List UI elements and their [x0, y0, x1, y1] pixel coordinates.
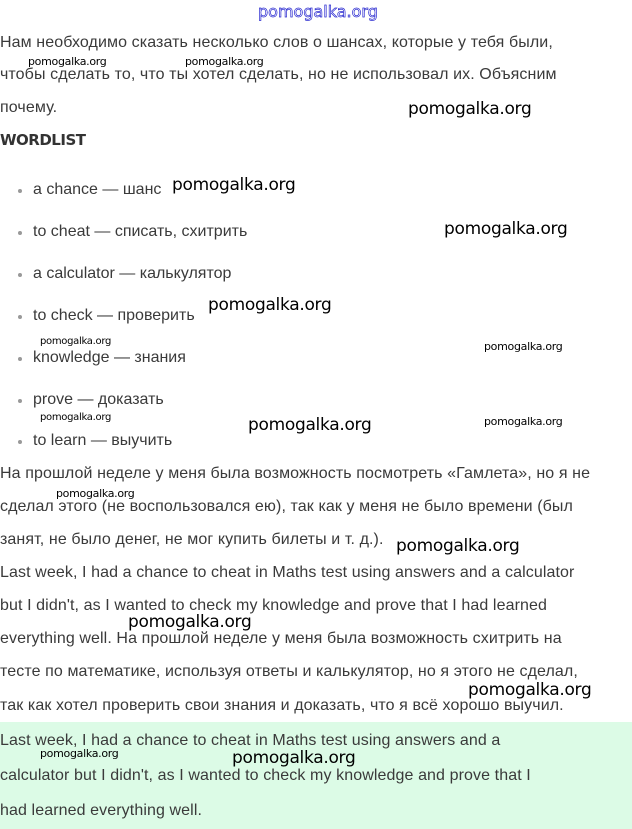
- paragraph-line: занят, не было денег, не мог купить билеты и т. д.).: [0, 531, 384, 548]
- intro-line: Нам необходимо сказать несколько слов о шансах, которые у тебя были,: [0, 34, 553, 51]
- list-item: a calculator — калькулятор: [18, 264, 231, 284]
- watermark: pomogalka.org: [208, 295, 332, 315]
- intro-line: чтобы сделать то, что ты хотел сделать, но не использовал их. Объясним: [0, 66, 557, 83]
- paragraph-line: тесте по математике, используя ответы и калькулятор, но я этого не сделал,: [0, 663, 578, 680]
- paragraph-line: сделал этого (не воспользовался ею), так как у меня не было времени (был: [0, 498, 573, 515]
- watermark: pomogalka.org: [484, 415, 563, 428]
- watermark: pomogalka.org: [128, 612, 252, 632]
- watermark: pomogalka.org: [248, 415, 372, 435]
- highlight-line: had learned everything well.: [0, 802, 203, 819]
- watermark: pomogalka.org: [258, 2, 378, 21]
- watermark: pomogalka.org: [185, 55, 264, 68]
- watermark: pomogalka.org: [172, 175, 296, 195]
- watermark: pomogalka.org: [40, 412, 112, 423]
- watermark: pomogalka.org: [484, 340, 563, 353]
- highlight-line: Last week, I had a chance to cheat in Maths test using answers and a: [0, 732, 501, 749]
- watermark: pomogalka.org: [396, 536, 520, 556]
- watermark: pomogalka.org: [232, 748, 356, 768]
- paragraph-line: Last week, I had a chance to cheat in Maths test using answers and a calculator: [0, 564, 575, 581]
- intro-line: почему.: [0, 99, 58, 116]
- watermark: pomogalka.org: [468, 680, 592, 700]
- watermark: pomogalka.org: [408, 99, 532, 119]
- watermark: pomogalka.org: [40, 747, 119, 760]
- list-item: to learn — выучить: [18, 431, 172, 451]
- paragraph-line: так как хотел проверить свои знания и доказать, что я всё хорошо выучил.: [0, 697, 564, 714]
- highlight-line: calculator but I didn't, as I wanted to check my knowledge and prove that I: [0, 767, 531, 784]
- list-item: a chance — шанс: [18, 180, 161, 200]
- watermark: pomogalka.org: [28, 55, 107, 68]
- list-item: to cheat — списать, схитрить: [18, 222, 247, 242]
- paragraph-line: На прошлой неделе у меня была возможность посмотреть «Гамлета», но я не: [0, 465, 591, 482]
- paragraph-line: but I didn't, as I wanted to check my knowledge and prove that I had learned: [0, 597, 547, 614]
- watermark: pomogalka.org: [40, 336, 112, 347]
- list-item: prove — доказать: [18, 390, 164, 410]
- watermark: pomogalka.org: [56, 487, 135, 500]
- list-item: to check — проверить: [18, 306, 195, 326]
- watermark: pomogalka.org: [444, 219, 568, 239]
- list-item: knowledge — знания: [18, 348, 186, 368]
- paragraph-line: everything well. На прошлой неделе у меня была возможность схитрить на: [0, 630, 562, 647]
- wordlist-heading: WORDLIST: [0, 131, 86, 149]
